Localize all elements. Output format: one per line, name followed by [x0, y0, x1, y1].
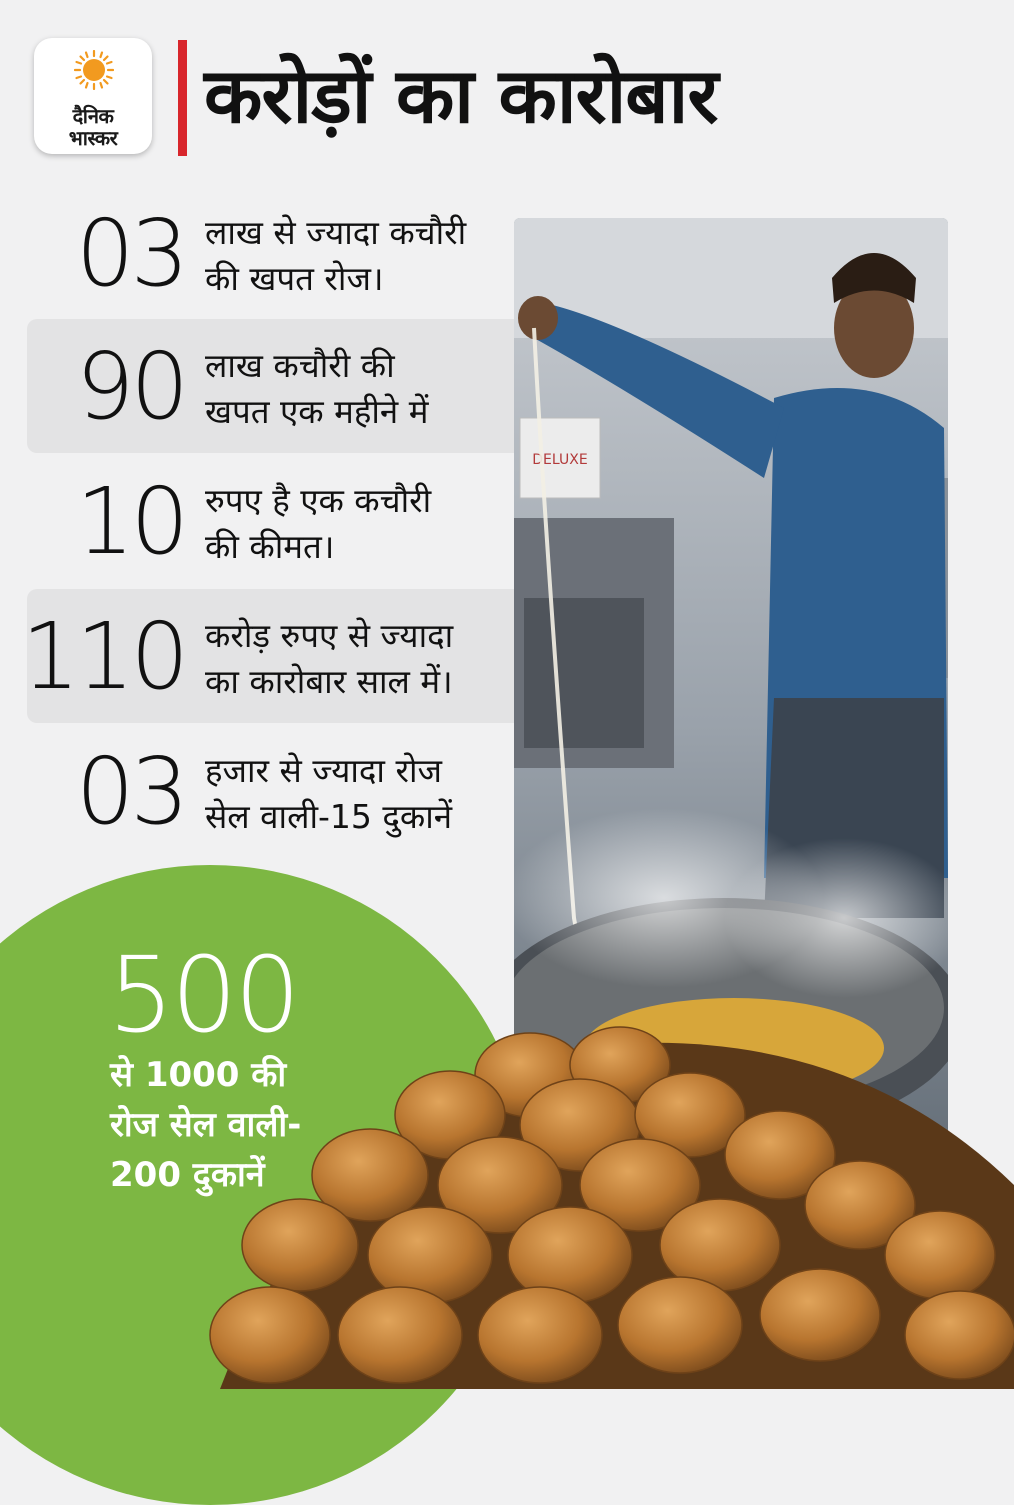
stat-description: [205, 343, 525, 435]
highlight-line-2: रोज सेल वाली-: [110, 1105, 302, 1145]
deluxe-box: [520, 418, 600, 498]
stat-description: [205, 478, 525, 570]
stat-row-5: [27, 724, 527, 858]
logo-line-1: दैनिक: [72, 104, 114, 128]
stat-number: 90: [75, 333, 185, 440]
kachori-pile-image: [200, 1005, 1014, 1389]
stat-description: [205, 210, 525, 302]
logo-line-2: भास्कर: [68, 126, 118, 150]
page-title: करोड़ों का कारोबार: [204, 51, 718, 140]
stat-number: 03: [75, 738, 185, 845]
stat-line-1: करोड़ रुपए से ज्यादा: [205, 616, 454, 655]
stat-number: 10: [75, 468, 185, 575]
stat-number: 03: [75, 200, 185, 307]
box-label: DELUXE: [532, 452, 588, 468]
sun-icon: [74, 50, 114, 90]
stat-line-1: रुपए है एक कचौरी: [205, 481, 432, 520]
stat-line-2: की कीमत।: [205, 527, 335, 566]
stat-line-1: लाख से ज्यादा कचौरी: [205, 213, 467, 252]
title-accent-bar: [178, 40, 187, 156]
stat-line-2: की खपत रोज।: [205, 259, 384, 298]
stat-line-2: खपत एक महीने में: [205, 392, 429, 431]
stat-line-1: हजार से ज्यादा रोज: [205, 751, 442, 790]
stat-line-1: लाख कचौरी की: [205, 346, 395, 385]
dainik-bhaskar-logo: [34, 38, 152, 154]
stat-row-1: [27, 186, 527, 320]
stat-row-2: [27, 319, 527, 453]
stat-description: [205, 748, 525, 840]
stat-description: [205, 613, 525, 705]
highlight-number: 500: [108, 934, 298, 1056]
stat-line-2: सेल वाली-15 दुकानें: [205, 797, 453, 836]
stat-row-3: [27, 454, 527, 588]
stat-line-2: का कारोबार साल में।: [205, 662, 453, 701]
highlight-line-3: 200 दुकानें: [110, 1155, 265, 1195]
stat-number: 110: [21, 603, 185, 710]
stat-row-4: [21, 589, 527, 723]
highlight-line-1: से 1000 की: [110, 1055, 287, 1095]
